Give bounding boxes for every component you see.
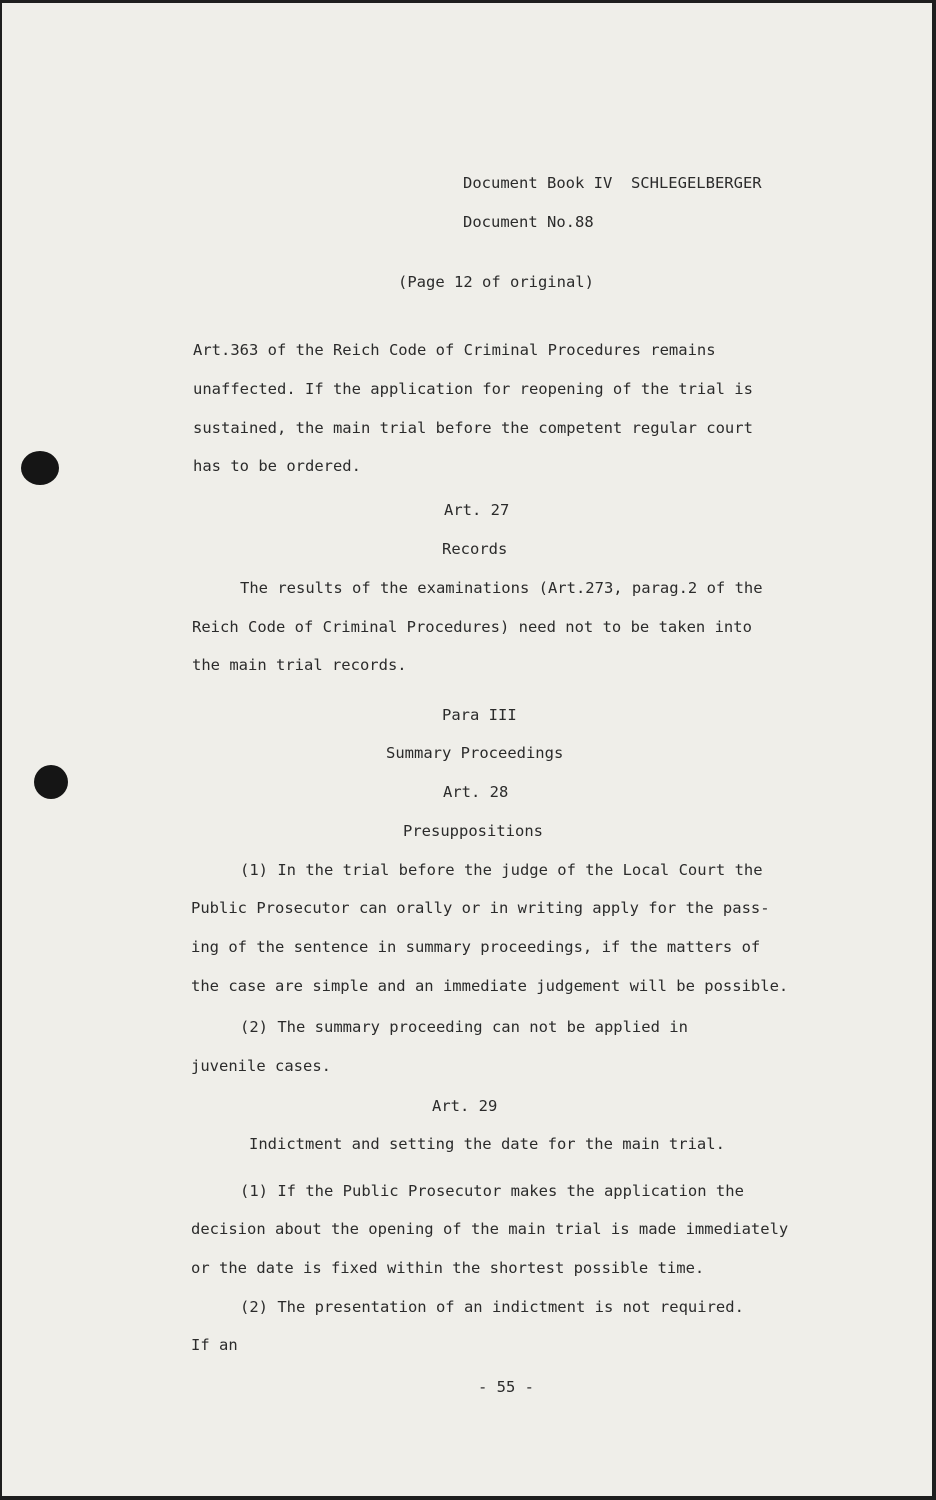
- paragraph-line: (1) In the trial before the judge of the Local Court the: [240, 861, 763, 879]
- page-number: - 55 -: [478, 1378, 534, 1396]
- paragraph-line: If an: [191, 1336, 238, 1354]
- document-book-label: Document Book IV SCHLEGELBERGER: [463, 174, 762, 192]
- paragraph-line: (2) The summary proceeding can not be applied in: [240, 1018, 688, 1036]
- paragraph-line: the case are simple and an immediate judgement will be possible.: [191, 977, 789, 995]
- paragraph-line: has to be ordered.: [193, 457, 361, 475]
- paragraph-line: juvenile cases.: [191, 1057, 331, 1075]
- paragraph-line: Reich Code of Criminal Procedures) need not to be taken into: [192, 618, 752, 636]
- document-number: Document No.88: [463, 213, 594, 231]
- paragraph-line: Public Prosecutor can orally or in writing apply for the pass-: [191, 899, 770, 917]
- original-page-reference: (Page 12 of original): [398, 273, 594, 291]
- article-title: Records: [442, 540, 508, 558]
- paragraph-line: The results of the examinations (Art.273, parag.2 of the: [240, 579, 763, 597]
- section-heading: Para III: [442, 706, 517, 724]
- paragraph-line: or the date is fixed within the shortest possible time.: [191, 1259, 705, 1277]
- article-heading: Art. 28: [443, 783, 509, 801]
- paragraph-line: Art.363 of the Reich Code of Criminal Procedures remains: [193, 341, 716, 359]
- punch-hole-top: [21, 451, 59, 485]
- paragraph-line: unaffected. If the application for reopening of the trial is: [193, 380, 753, 398]
- article-heading: Art. 27: [444, 501, 510, 519]
- punch-hole-bottom: [34, 765, 68, 799]
- section-title: Summary Proceedings: [386, 744, 564, 762]
- article-title: Presuppositions: [403, 822, 543, 840]
- paragraph-line: (1) If the Public Prosecutor makes the application the: [240, 1182, 744, 1200]
- article-title: Indictment and setting the date for the main trial.: [249, 1135, 725, 1153]
- document-page: [2, 3, 932, 1496]
- paragraph-line: decision about the opening of the main trial is made immediately: [191, 1220, 789, 1238]
- paragraph-line: the main trial records.: [192, 656, 407, 674]
- article-heading: Art. 29: [432, 1097, 498, 1115]
- paragraph-line: sustained, the main trial before the competent regular court: [193, 419, 753, 437]
- paragraph-line: ing of the sentence in summary proceedings, if the matters of: [191, 938, 761, 956]
- paragraph-line: (2) The presentation of an indictment is not required.: [240, 1298, 744, 1316]
